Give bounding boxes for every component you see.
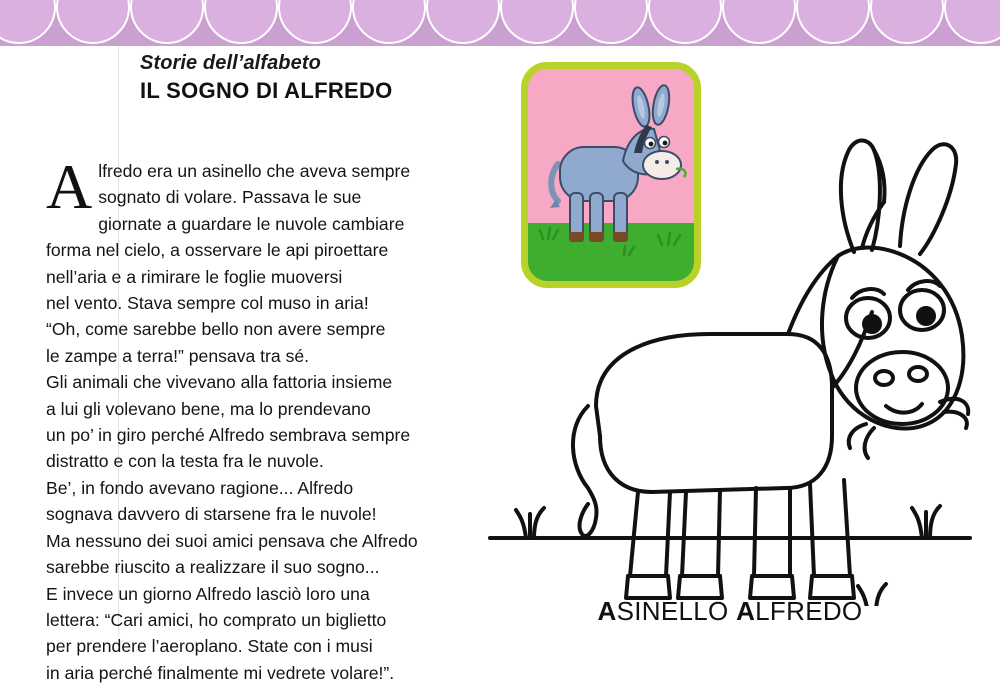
caption-initial-2: A xyxy=(736,596,756,626)
story-line: le zampe a terra!” pensava tra sé. xyxy=(46,345,310,366)
story-line: “Oh, come sarebbe bello non avere sempre xyxy=(46,319,386,340)
scallop-shape xyxy=(796,0,870,44)
scallop-shape xyxy=(0,0,56,44)
caption-word-2: LFREDO xyxy=(755,596,863,626)
story-line: in aria perché finalmente mi vedrete volare!”. xyxy=(46,662,395,683)
scallop-shape xyxy=(500,0,574,44)
scallop-shape xyxy=(722,0,796,44)
scallop-shape xyxy=(56,0,130,44)
story-line: E invece un giorno Alfredo lasciò loro una xyxy=(46,583,370,604)
story-page xyxy=(0,46,1000,684)
story-line: sognava davvero di starsene fra le nuvole! xyxy=(46,504,377,525)
scallop-shape xyxy=(278,0,352,44)
scallop-shape xyxy=(130,0,204,44)
story-line: Gli animali che vivevano alla fattoria insieme xyxy=(46,372,393,393)
scallop-shape xyxy=(574,0,648,44)
story-body xyxy=(46,151,446,686)
story-line: sognato di volare. Passava le sue xyxy=(98,187,362,208)
story-line: nell’aria e a rimirare le foglie muoversi xyxy=(46,266,343,287)
story-line: lettera: “Cari amici, ho comprato un biglietto xyxy=(46,609,387,630)
series-kicker: Storie dell’alfabeto xyxy=(140,52,321,74)
page-title: IL SOGNO DI ALFREDO xyxy=(140,78,393,103)
scallop-shape xyxy=(870,0,944,44)
story-line: giornate a guardare le nuvole cambiare xyxy=(98,213,405,234)
story-line: sarebbe riuscito a realizzare il suo sogno... xyxy=(46,557,380,578)
scallop-shape xyxy=(352,0,426,44)
story-line: per prendere l’aeroplano. State con i musi xyxy=(46,636,373,657)
caption-word-1: SINELLO xyxy=(616,596,729,626)
story-line: distratto e con la testa fra le nuvole. xyxy=(46,451,324,472)
story-line: a lui gli volevano bene, ma lo prendevano xyxy=(46,398,371,419)
story-line: Be’, in fondo avevano ragione... Alfredo xyxy=(46,477,354,498)
scallop-shape xyxy=(204,0,278,44)
story-line: forma nel cielo, a osservare le api piroettare xyxy=(46,240,389,261)
decorative-scallop-band xyxy=(0,0,1000,46)
caption xyxy=(470,596,990,627)
page-heading xyxy=(140,52,560,104)
caption-initial-1: A xyxy=(597,596,617,626)
story-line: Ma nessuno dei suoi amici pensava che Alfredo xyxy=(46,530,418,551)
scallop-shape xyxy=(944,0,1000,44)
scallop-shape xyxy=(648,0,722,44)
story-line: nel vento. Stava sempre col muso in aria! xyxy=(46,293,369,314)
donkey-line-art xyxy=(470,106,990,606)
drop-cap: A xyxy=(46,151,93,222)
scallop-shape xyxy=(426,0,500,44)
story-line: un po’ in giro perché Alfredo sembrava sempre xyxy=(46,425,411,446)
story-line: lfredo era un asinello che aveva sempre xyxy=(98,161,411,181)
